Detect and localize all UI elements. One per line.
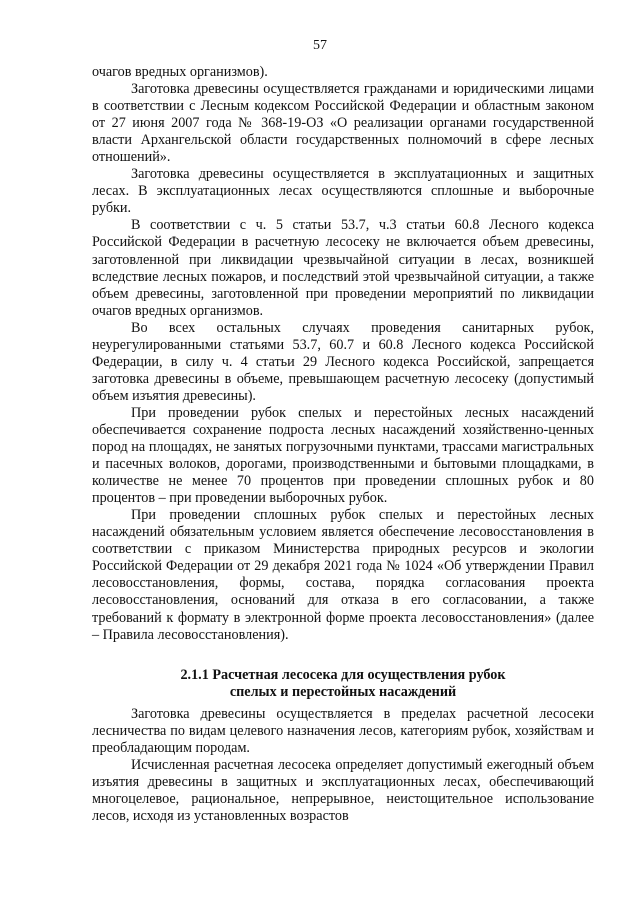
paragraph-reforestation: При проведении сплошных рубок спелых и перестойных лесных насаждений обязательным условием является обеспечение лесовосстановления в соответствии с приказом Министерства природных ресурсов и экологии Российской Федерации от 29 декабря 2021 года № 1024 «Об утверждении Правил лесовосстановления, формы, состава, порядка согласования проекта лесовосстановления, оснований для отказа в его согласовании, а также требований к формату в электронной форме проекта лесовосстановления» (далее – Правила лесовосстановления). bbox=[92, 507, 594, 643]
paragraph-allowable-cut: Заготовка древесины осуществляется в пределах расчетной лесосеки лесничества по видам целевого назначения лесов, категориям рубок, хозяйствам и преобладающим породам. bbox=[92, 705, 594, 756]
paragraph-sanitary-felling: Во всех остальных случаях проведения санитарных рубок, неурегулированными статьями 53.7, 60.7 и 60.8 Лесного кодекса Российской Федерации, в силу ч. 4 статьи 29 Лесного кодекса Российской, запрещается заготовка древесины в объеме, превышающем расчетную лесосеку (допустимый объем изъятия древесины). bbox=[92, 319, 594, 404]
page-number: 57 bbox=[313, 38, 327, 53]
paragraph-undergrowth-preservation: При проведении рубок спелых и перестойных лесных насаждений обеспечивается сохранение подроста лесных насаждений хозяйственно-ценных пород на площадях, не занятых погрузочными пунктами, трассами магистральных и пасечных волоков, дорогами, производственными и бытовыми площадками, в количестве не менее 70 процентов при проведении сплошных рубок и 80 процентов – при проведении выборочных рубок. bbox=[92, 404, 594, 507]
section-heading-line-1: 2.1.1 Расчетная лесосека для осуществления рубок bbox=[180, 666, 506, 683]
section-heading bbox=[92, 667, 594, 701]
paragraph-legal-basis: Заготовка древесины осуществляется гражданами и юридическими лицами в соответствии с Лесным кодексом Российской Федерации и областным законом от 27 июня 2007 года № 368-19-ОЗ «О реализации органами государственной власти Архангельской области государственных полномочий в сфере лесных отношений». bbox=[92, 81, 594, 166]
section-heading-line-2: спелых и перестойных насаждений bbox=[229, 683, 457, 700]
paragraph-forest-types: Заготовка древесины осуществляется в эксплуатационных и защитных лесах. В эксплуатационных лесах осуществляются сплошные и выборочные рубки. bbox=[92, 166, 594, 217]
document-body bbox=[92, 64, 594, 825]
paragraph-continuation: очагов вредных организмов). bbox=[92, 64, 268, 80]
paragraph-calculated-cut: Исчисленная расчетная лесосека определяет допустимый ежегодный объем изъятия древесины в защитных и эксплуатационных лесах, обеспечивающий многоцелевое, рациональное, непрерывное, неистощительное использование лесов, исходя из установленных возрастов bbox=[92, 756, 594, 824]
paragraph-emergency-exclusion: В соответствии с ч. 5 статьи 53.7, ч.3 статьи 60.8 Лесного кодекса Российской Федерации в расчетную лесосеку не включается объем древесины, заготовленной при ликвидации чрезвычайной ситуации в лесах, возникшей вследствие лесных пожаров, и последствий этой чрезвычайной ситуации, а также объем древесины, заготовленной при проведении мероприятий по ликвидации очагов вредных организмов. bbox=[92, 217, 594, 319]
